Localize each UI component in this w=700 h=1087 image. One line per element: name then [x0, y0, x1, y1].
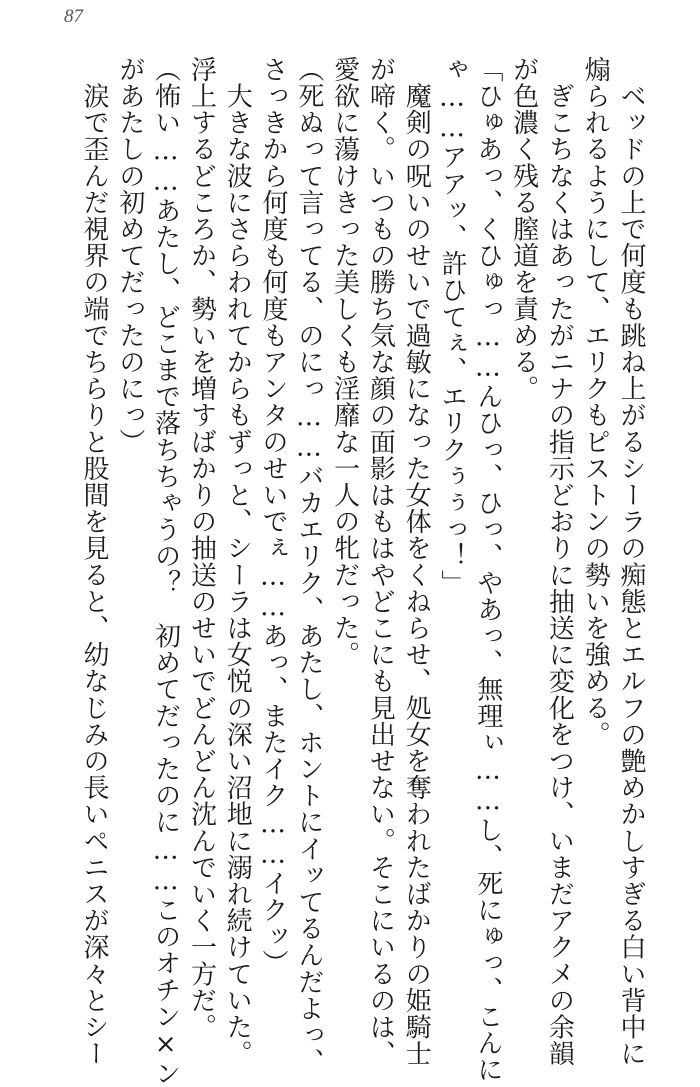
text-line-8: が啼く。いつもの勝ち気な顔の面影はもはやどこにも見出せない。そこにいるのは、 — [365, 56, 396, 1067]
text-line-16: 涙で歪んだ視界の端でちらりと股間を見ると、幼なじみの長いペニスが深々とシー — [79, 56, 110, 1067]
novel-text-body — [75, 56, 648, 1087]
text-line-9: 愛欲に蕩けきった美しくも淫靡な一人の牝だった。 — [329, 56, 360, 668]
text-line-3: ぎこちなくはあったがニナの指示どおりに抽送に変化をつけ、いまだアクメの余韻 — [544, 56, 575, 1067]
text-line-10: （死ぬって言ってる、のにっ……バカエリク、あたし、ホントにイッてるんだよっ、 — [293, 56, 324, 1075]
text-line-7: 魔剣の呪いのせいで過敏になった女体をくねらせ、処女を奪われたばかりの姫騎士 — [401, 56, 432, 1067]
text-line-2: 煽られるようにして、エリクもピストンの勢いを強める。 — [580, 56, 611, 748]
text-line-14: （怖い……あたし、どこまで落ちちゃうの？ 初めてだったのに……このオチン×ン — [150, 56, 181, 1087]
text-line-12: 大きな波にさらわれてからもずっと、シーラは女悦の深い沼地に溺れ続けていた。 — [222, 56, 253, 1067]
text-line-15: があたしの初めてだったのにっ） — [114, 56, 145, 455]
text-line-6: ゃ……アアッ、許ひてぇ、エリクぅぅっ！」 — [437, 56, 468, 596]
text-line-4: が色濃く残る膣道を責める。 — [508, 56, 539, 402]
text-line-11: さっきから何度も何度もアンタのせいでぇ……あっ、またイク……イクッ） — [258, 56, 289, 977]
text-line-13: 浮上するどころか、勢いを増すばかりの抽送のせいでどんどん沈んでいく一方だ。 — [186, 56, 217, 1041]
text-line-1: ベッドの上で何度も跳ね上がるシーラの痴態とエルフの艶めかしすぎる白い背中に — [616, 56, 646, 1067]
text-line-5: 「ひゅあっ、くひゅっ……んひっ、ひっ、やあっ、無理ぃ……し、死にゅっ、こんに — [472, 56, 503, 1083]
page-number: 87 — [64, 6, 83, 27]
